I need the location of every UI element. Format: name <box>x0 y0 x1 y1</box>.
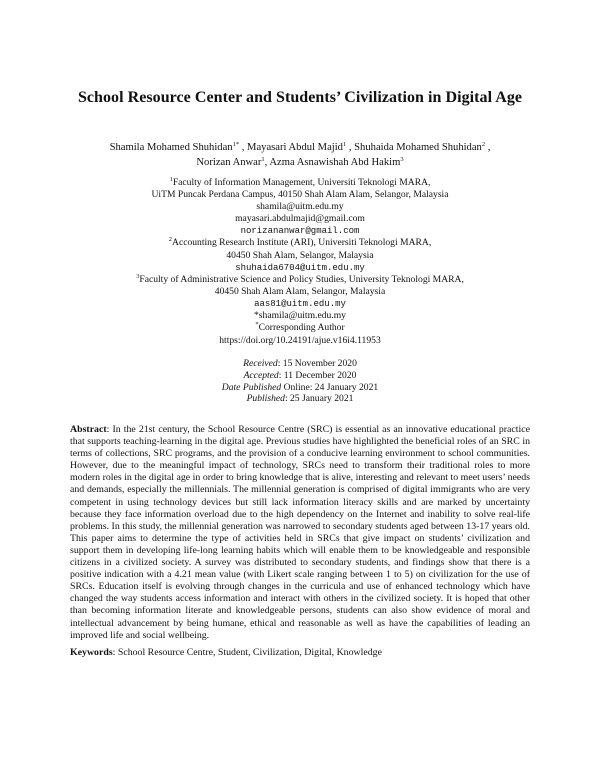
email-address: shamila@uitm.edu.my <box>258 310 346 322</box>
doi-link[interactable]: https://doi.org/10.24191/ajue.v16i4.11953 <box>219 335 381 346</box>
email-address: aas81@uitm.edu.my <box>254 298 346 309</box>
email-address: norizananwar@gmail.com <box>240 226 360 237</box>
author-sup: 2 <box>481 141 486 148</box>
date-label: Received <box>243 358 278 369</box>
author-name: Shuhaida Mohamed Shuhidan <box>354 142 482 153</box>
affiliation-3-line-2: 40450 Shah Alam Alam, Selangor, Malaysia <box>214 285 386 297</box>
abstract-text: : In the 21st century, the School Resource Centre (SRC) is essential as an innovative educational practice that supports teaching-learning in the digital age. Previous studies have highlighted the beneficial roles of an SRC in terms of collections, SRC programs, and the provision of a conducive learning environment to school communities. However, due to the meaningful impact of technology, SRCs need to transform their traditional roles to more modern roles in the digital age in order to bring knowledge that is alive, interesting and relevant to meet users’ needs and demands, especially the millennials. The millennial generation is comprised of digital immigrants who are very competent in using technology devices but still lack information literacy skills and are marked by uncertainty because they face information overload due to the high dependency on the Internet and inability to solve real-life problems. In this study, the millennial generation was narrowed to secondary students aged between 13-17 years old. This paper aims to determine the type of activities held in SRCs that give impact on students’ civilization and support them in developing life-long learning habits which will enable them to be knowledgeable and responsible citizens in a civilized society. A survey was distributed to secondary students, and findings show that there is a positive indication with a 4.21 mean value (with Likert scale ranging between 1 to 5) on civilization for the use of SRCs. Education itself is evolving through changes in the curricula and use of enhanced technology which have changed the way students access information and interact with others in the civilized society. It is hoped that other than becoming information literate and knowledgeable persons, students can also show evidence of moral and intellectual advancement by being humane, ethical and reasonable as well as have the capabilities of leading an improved life and social wellbeing. <box>70 424 530 641</box>
author-name: Shamila Mohamed Shuhidan <box>109 142 233 153</box>
affiliation-sup: 2 <box>168 236 173 244</box>
affiliation-sup: 1 <box>169 176 173 183</box>
date-label: Accepted <box>243 369 279 381</box>
corresponding-email <box>60 310 540 322</box>
affiliation-1-line-2: UiTM Puncak Perdana Campus, 40150 Shah Alam Alam, Selangor, Malaysia <box>151 189 449 201</box>
affiliation-3-line-1 <box>60 274 540 286</box>
abstract <box>70 424 530 642</box>
affiliation-1-line-1 <box>60 177 540 189</box>
date-accepted <box>0 370 600 382</box>
keywords-label: Keywords <box>70 647 113 658</box>
author-line-1: Shamila Mohamed Shuhidan$^{1*}$ , Mayasari Abdul Majid$^1$ , Shuhaida Mohamed Shuhidan$^2$ , <box>109 141 491 153</box>
affiliation-sup: 3 <box>136 272 140 280</box>
publication-dates <box>0 358 600 405</box>
corresponding-author-note <box>60 322 540 334</box>
corresponding-mark: * <box>254 310 259 322</box>
author-sup: 1* <box>232 141 240 148</box>
author-line-2: Norizan Anwar$^1$, Azma Asnawishah Abd Hakim$^3$ <box>196 156 404 168</box>
corresponding-mark: * <box>255 321 259 329</box>
date-published <box>0 393 600 405</box>
abstract-label: Abstract <box>70 424 107 435</box>
date-label: Published <box>246 393 285 405</box>
date-label: Date Published <box>221 381 282 393</box>
affiliations <box>60 177 540 334</box>
paper-title: School Resource Center and Students’ Civilization in Digital Age <box>77 89 523 106</box>
author-name: Azma Asnawishah Abd Hakim <box>269 157 401 168</box>
date-received <box>0 358 600 370</box>
author-name: Mayasari Abdul Majid <box>247 142 343 153</box>
date-value: : 25 January 2021 <box>284 393 354 405</box>
author-sup: 1 <box>342 141 347 148</box>
keywords <box>70 647 530 659</box>
email-address: shamila@uitm.edu.my <box>256 201 344 213</box>
author-sup: 1 <box>261 156 265 163</box>
author-sup: 3 <box>400 156 404 163</box>
author-list <box>60 140 540 170</box>
keywords-text: : School Resource Centre, Student, Civilization, Digital, Knowledge <box>112 647 382 658</box>
corresponding-label: Corresponding Author <box>258 322 345 334</box>
affiliation-text: Faculty of Administrative Science and Policy Studies, University Teknologi MARA, <box>139 273 464 285</box>
date-value: : 15 November 2020 <box>277 358 357 369</box>
date-published-online <box>0 382 600 394</box>
author-name: Norizan Anwar <box>196 157 262 168</box>
date-value: Online: 24 January 2021 <box>281 381 379 393</box>
email-address: shuhaida6704@uitm.edu.my <box>235 262 365 273</box>
affiliation-text: Accounting Research Institute (ARI), Universiti Teknologi MARA, <box>172 237 432 249</box>
email-address: mayasari.abdulmajid@gmail.com <box>235 213 365 225</box>
affiliation-text: Faculty of Information Management, Universiti Teknologi MARA, <box>172 177 431 188</box>
affiliation-2-line-2: 40450 Shah Alam, Selangor, Malaysia <box>226 249 374 261</box>
date-value: : 11 December 2020 <box>278 369 357 381</box>
affiliation-2-line-1 <box>60 237 540 249</box>
